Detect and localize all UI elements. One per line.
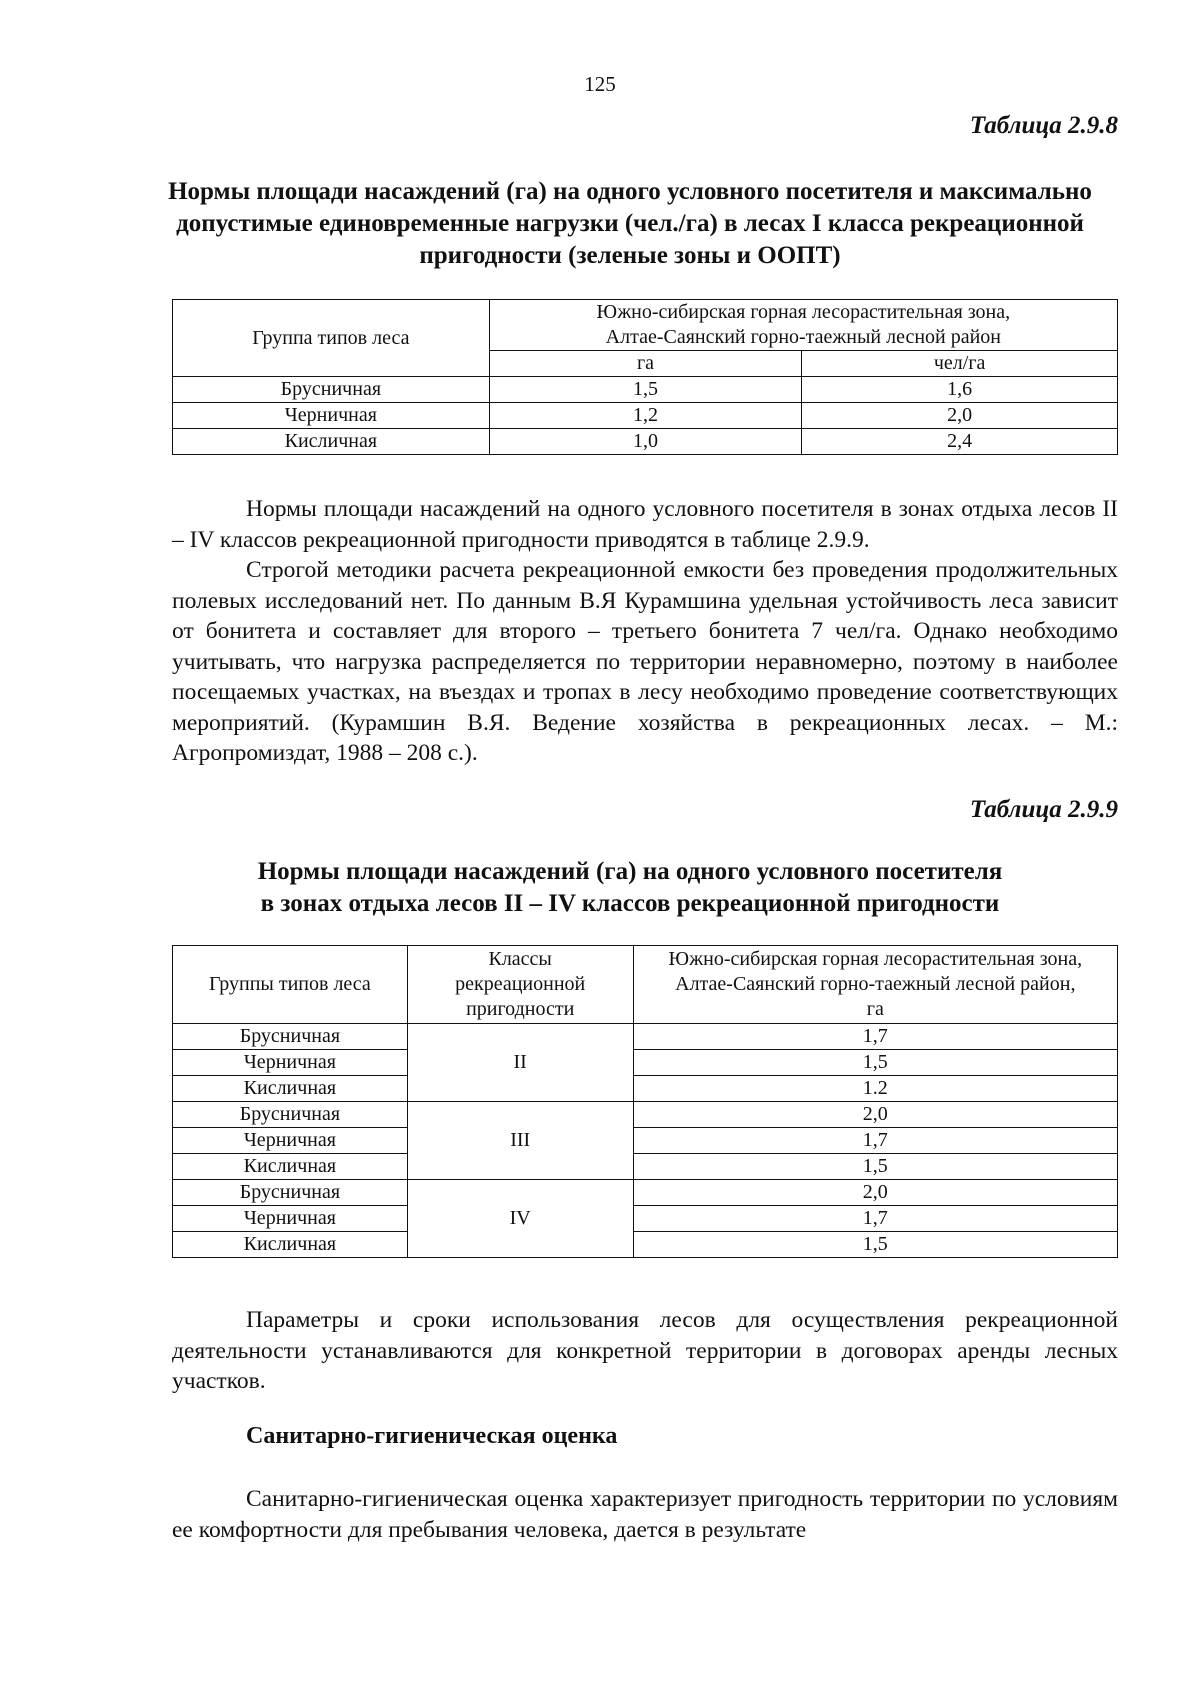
cell-class: III (407, 1102, 633, 1180)
cell-ha: 1,5 (633, 1050, 1117, 1076)
cell-forest-type: Черничная (173, 1206, 408, 1232)
header-line: га (866, 998, 884, 1020)
table-caption-2-9-8: Таблица 2.9.8 (969, 112, 1118, 139)
body-text-1 (172, 494, 1118, 769)
table-row (173, 1206, 1118, 1232)
header-forest-type-groups: Группы типов леса (173, 946, 408, 1024)
header-ha: га (489, 351, 802, 377)
table-2-9-8 (172, 299, 1118, 455)
cell-forest-type: Кисличная (173, 1232, 408, 1258)
cell-ha: 1,2 (489, 403, 802, 429)
header-line: Алтае-Саянский горно-таежный лесной район, (675, 973, 1076, 995)
page-number: 125 (584, 72, 616, 96)
table-row (173, 1024, 1118, 1050)
body-text-2 (172, 1305, 1118, 1397)
header-zone-line: Южно-сибирская горная лесорастительная зона, (596, 301, 1011, 323)
table-row (173, 1076, 1118, 1102)
table-title-2-9-8 (150, 176, 1110, 272)
cell-ha: 2,0 (633, 1180, 1117, 1206)
title-line: пригодности (зеленые зоны и ООПТ) (419, 242, 841, 269)
cell-people: 2,4 (802, 429, 1118, 455)
title-line: в зонах отдыха лесов II – IV классов рекреационной пригодности (260, 890, 1000, 917)
table-row (173, 1154, 1118, 1180)
header-zone (633, 946, 1117, 1024)
title-line: допустимые единовременные нагрузки (чел./га) в лесах I класса рекреационной (176, 210, 1084, 237)
table-row (173, 1232, 1118, 1258)
cell-forest-type: Брусничная (173, 1102, 408, 1128)
header-line: пригодности (466, 998, 575, 1020)
cell-ha: 1,7 (633, 1206, 1117, 1232)
header-classes (407, 946, 633, 1024)
table-caption-2-9-9: Таблица 2.9.9 (969, 796, 1118, 823)
table-row (173, 1128, 1118, 1154)
cell-forest-type: Кисличная (173, 1154, 408, 1180)
table-row (173, 429, 1118, 455)
cell-class: II (407, 1024, 633, 1102)
title-line: Нормы площади насаждений (га) на одного условного посетителя и максимально (168, 178, 1092, 205)
table-row (173, 377, 1118, 403)
header-line: Классы (488, 948, 552, 970)
title-line: Нормы площади насаждений (га) на одного условного посетителя (257, 858, 1003, 885)
cell-forest-type: Черничная (173, 1050, 408, 1076)
paragraph: Параметры и сроки использования лесов для осуществления рекреационной деятельности устанавливаются для конкретной территории в договорах аренды лесных участков. (172, 1307, 1118, 1394)
cell-forest-type: Кисличная (173, 1076, 408, 1102)
cell-ha: 1,5 (633, 1154, 1117, 1180)
table-row (173, 1180, 1118, 1206)
section-heading: Санитарно-гигиеническая оценка (246, 1423, 618, 1449)
cell-ha: 2,0 (633, 1102, 1117, 1128)
cell-forest-type: Кисличная (173, 429, 490, 455)
cell-forest-type: Брусничная (173, 377, 490, 403)
header-line: Южно-сибирская горная лесорастительная зона, (668, 948, 1083, 970)
header-people-per-ha: чел/га (802, 351, 1118, 377)
paragraph: Нормы площади насаждений на одного условного посетителя в зонах отдыха лесов II – IV классов рекреационной пригодности приводятся в таблице 2.9.9. (172, 496, 1118, 553)
cell-forest-type: Брусничная (173, 1180, 408, 1206)
table-row (173, 1102, 1118, 1128)
header-forest-type-group: Группа типов леса (173, 300, 490, 377)
cell-ha: 1,7 (633, 1024, 1117, 1050)
paragraph: Санитарно-гигиеническая оценка характеризует пригодность территории по условиям ее комфортности для пребывания человека, дается в результате (172, 1486, 1118, 1543)
body-text-3 (172, 1484, 1118, 1545)
cell-ha: 1,5 (633, 1232, 1117, 1258)
table-row (173, 403, 1118, 429)
paragraph: Строгой методики расчета рекреационной емкости без проведения продолжительных полевых исследований нет. По данным В.Я Курамшина удельная устойчивость леса зависит от бонитета и составляет для второго – третьего бонитета 7 чел/га. Однако необходимо учитывать, что нагрузка распределяется по территории неравномерно, поэтому в наиболее посещаемых участках, на въездах и тропах в лесу необходимо проведение соответствующих мероприятий. (Курамшин В.Я. Ведение хозяйства в рекреационных лесах. – М.: Агропромиздат, 1988 – 208 с.). (172, 557, 1118, 766)
cell-ha: 1.2 (633, 1076, 1117, 1102)
header-zone (489, 300, 1117, 351)
cell-people: 1,6 (802, 377, 1118, 403)
cell-ha: 1,5 (489, 377, 802, 403)
cell-people: 2,0 (802, 403, 1118, 429)
cell-forest-type: Черничная (173, 1128, 408, 1154)
cell-ha: 1,7 (633, 1128, 1117, 1154)
cell-forest-type: Брусничная (173, 1024, 408, 1050)
cell-class: IV (407, 1180, 633, 1258)
header-line: рекреационной (455, 973, 586, 995)
cell-ha: 1,0 (489, 429, 802, 455)
table-2-9-9 (172, 945, 1118, 1258)
cell-forest-type: Черничная (173, 403, 490, 429)
table-row (173, 1050, 1118, 1076)
table-title-2-9-9 (150, 856, 1110, 920)
header-zone-line: Алтае-Саянский горно-таежный лесной район (605, 326, 1002, 348)
